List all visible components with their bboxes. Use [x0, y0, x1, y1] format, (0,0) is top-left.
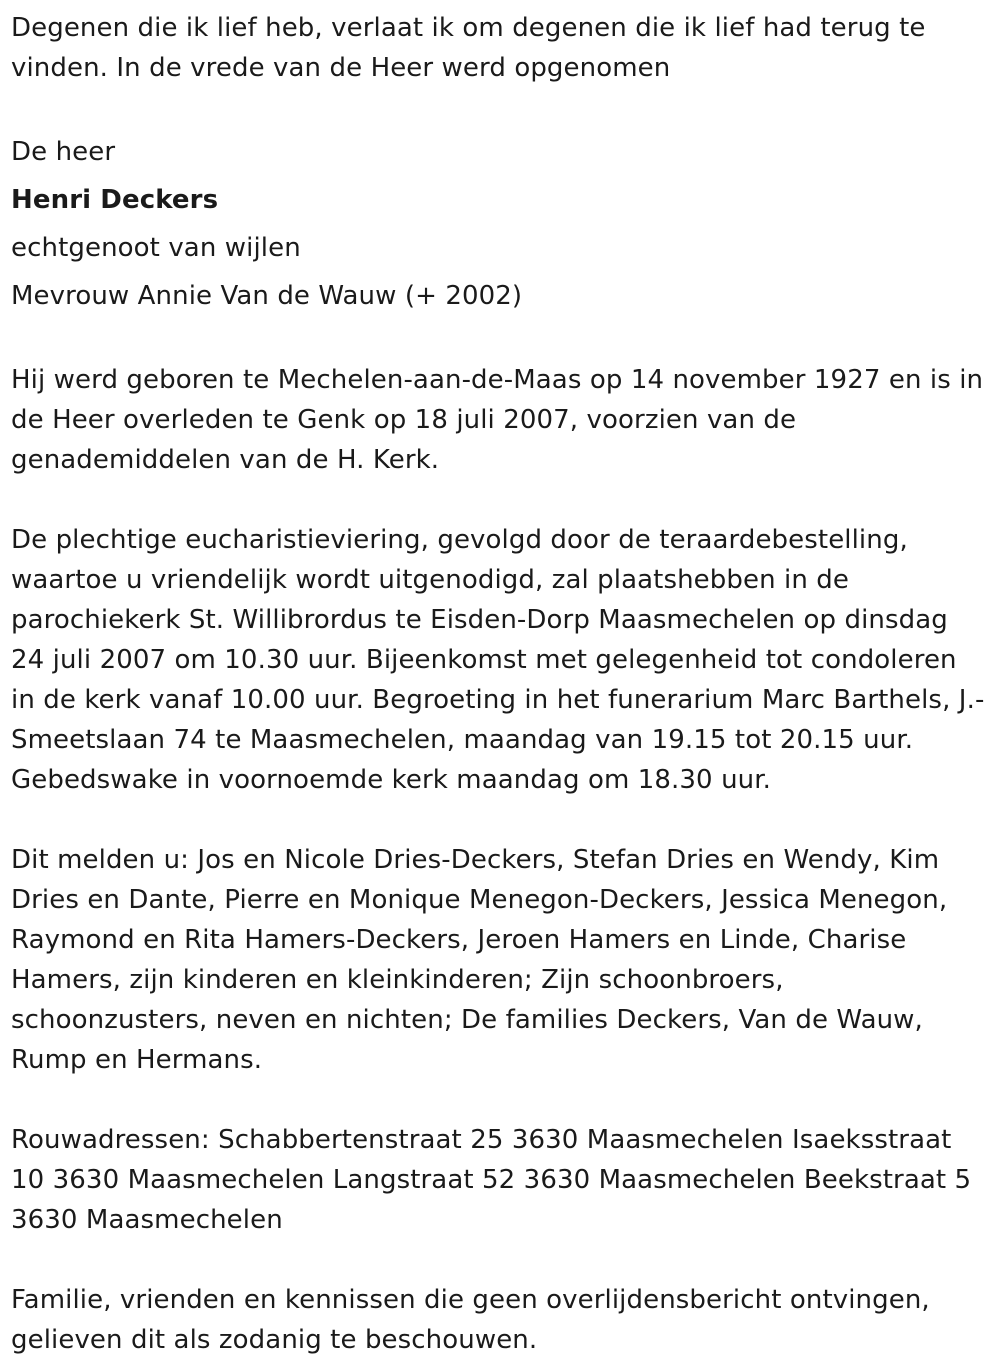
paragraph-gap	[11, 480, 988, 520]
paragraph-gap	[11, 320, 988, 360]
ceremony-paragraph: De plechtige eucharistieviering, gevolgd door de teraardebestelling, waartoe u vriendelijk wordt uitgenodigd, zal plaatshebben in de parochiekerk St. Willibrordus te Eisden-Dorp Maasmechelen op dinsdag 24 juli 2007 om 10.30 uur. Bijeenkomst met gelegenheid tot condoleren in de kerk vanaf 10.00 uur. Begroeting in het funerarium Marc Barthels, J.-Smeetslaan 74 te Maasmechelen, maandag van 19.15 tot 20.15 uur. Gebedswake in voornoemde kerk maandag om 18.30 uur.	[11, 525, 985, 795]
spouse-relation: echtgenoot van wijlen	[11, 233, 301, 263]
birth-death-paragraph: Hij werd geboren te Mechelen-aan-de-Maas op 14 november 1927 en is in de Heer overleden te Genk op 18 juli 2007, voorzien van de genademiddelen van de H. Kerk.	[11, 365, 984, 475]
paragraph-gap	[11, 1240, 988, 1280]
deceased-name: Henri Deckers	[11, 185, 219, 215]
spouse-name: Mevrouw Annie Van de Wauw (+ 2002)	[11, 281, 523, 311]
title-prefix: De heer	[11, 137, 116, 167]
paragraph-gap	[11, 88, 988, 128]
family-paragraph: Dit melden u: Jos en Nicole Dries-Deckers, Stefan Dries en Wendy, Kim Dries en Dante, Pierre en Monique Menegon-Deckers, Jessica Menegon, Raymond en Rita Hamers-Deckers, Jeroen Hamers en Linde, Charise Hamers, zijn kinderen en kleinkinderen; Zijn schoonbroers, schoonzusters, neven en nichten; De families Deckers, Van de Wauw, Rump en Hermans.	[11, 845, 948, 1075]
paragraph-gap	[11, 800, 988, 840]
closing-paragraph: Familie, vrienden en kennissen die geen overlijdensbericht ontvingen, gelieven dit als zodanig te beschouwen.	[11, 1285, 930, 1355]
opening-paragraph: Degenen die ik lief heb, verlaat ik om degenen die ik lief had terug te vinden. In de vrede van de Heer werd opgenomen	[11, 13, 926, 83]
addresses-paragraph: Rouwadressen: Schabbertenstraat 25 3630 Maasmechelen Isaeksstraat 10 3630 Maasmechelen Langstraat 52 3630 Maasmechelen Beekstraat 5 3630 Maasmechelen	[11, 1125, 972, 1235]
paragraph-gap	[11, 1080, 988, 1120]
